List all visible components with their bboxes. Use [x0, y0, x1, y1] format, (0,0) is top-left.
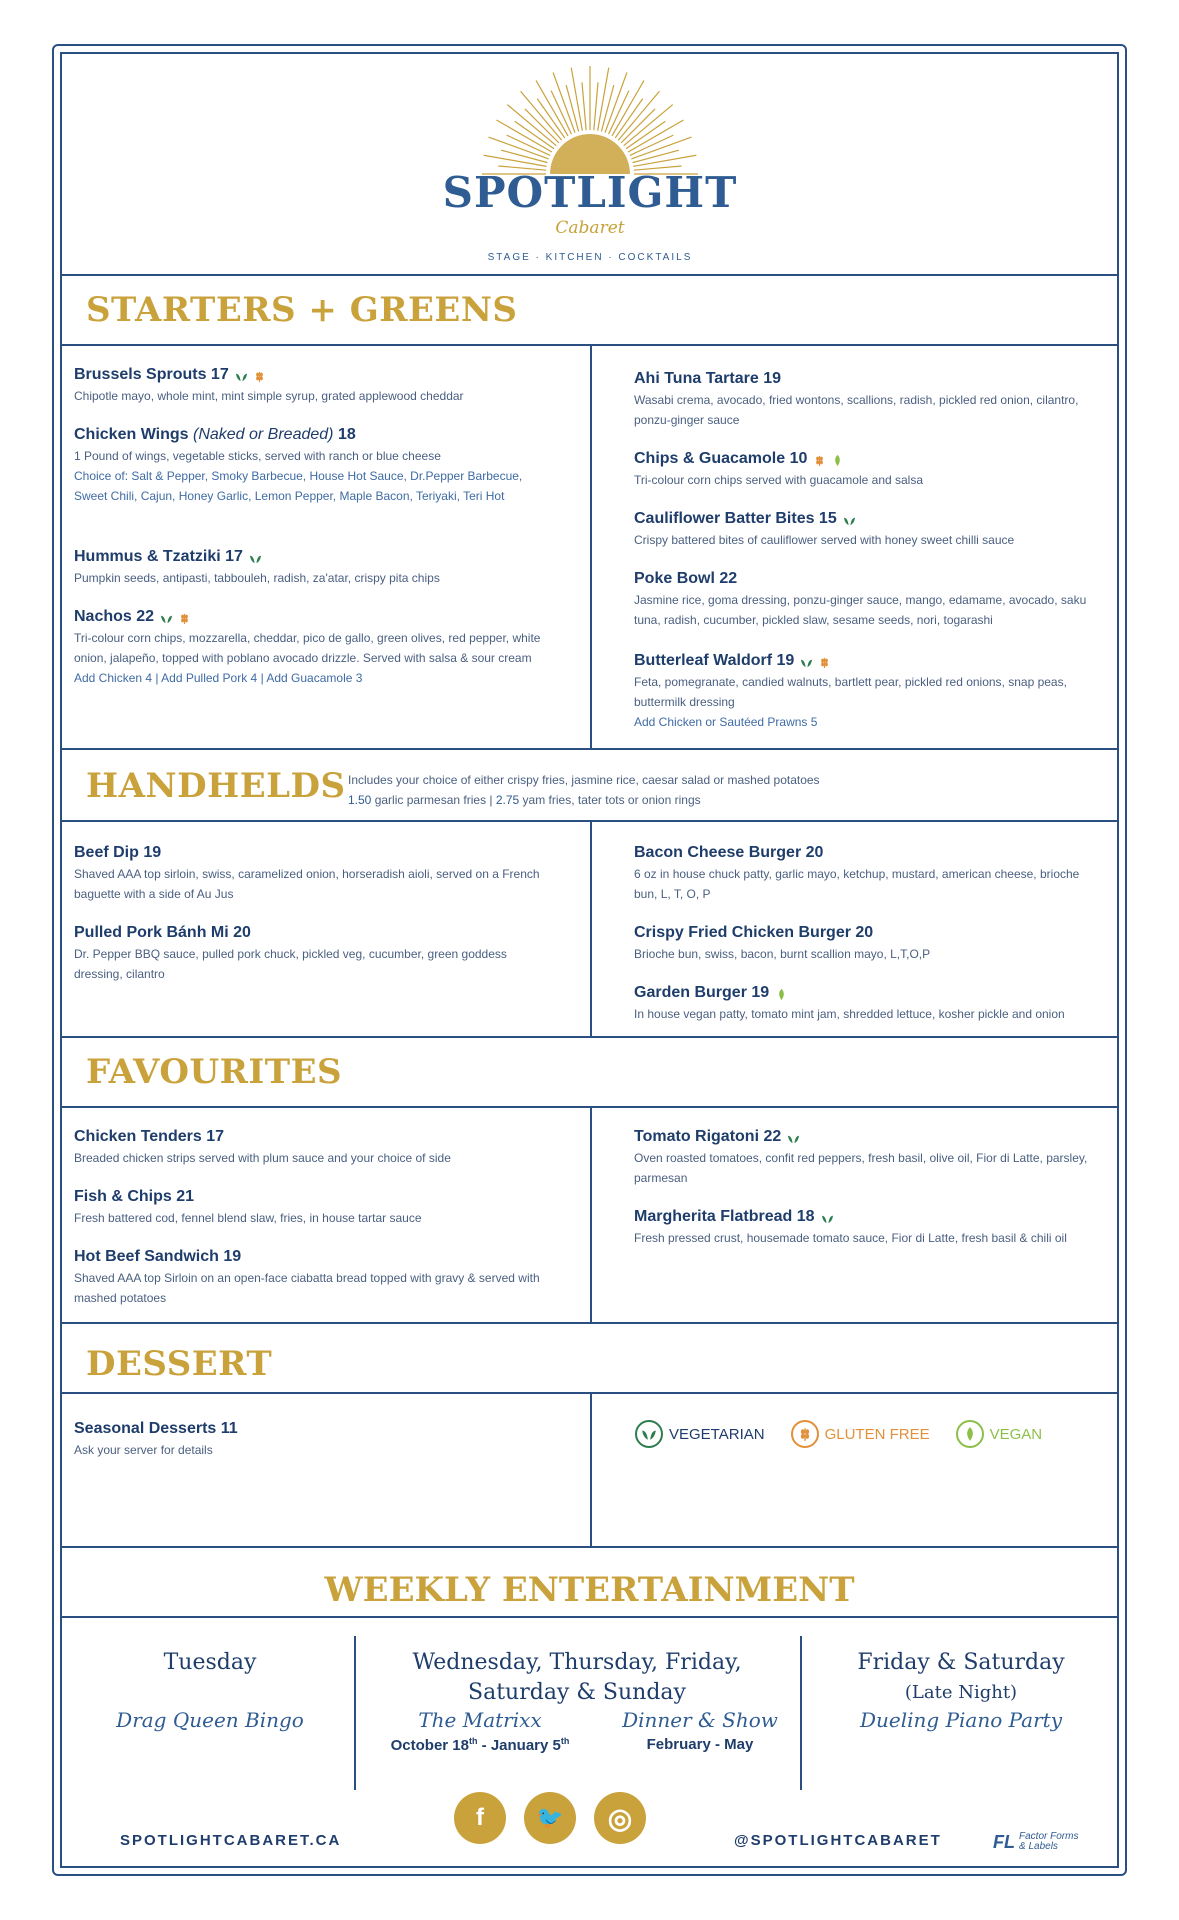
brand-tagline: STAGE · KITCHEN · COCKTAILS	[487, 252, 693, 263]
legend-vegan	[956, 1420, 1043, 1448]
menu-item-hot-beef-sandwich	[74, 1246, 574, 1308]
column-divider	[590, 1106, 592, 1322]
item-description: Jasmine rice, goma dressing, ponzu-ginger sauce, mango, edamame, avocado, saku tuna, radish, cucumber, pickled slaw, sesame seeds, nori, togarashi	[634, 593, 1087, 627]
column-divider	[590, 820, 592, 1036]
ent-day-tuesday: Tuesday	[163, 1650, 257, 1675]
section-title-entertainment: WEEKLY ENTERTAINMENT	[324, 1570, 855, 1610]
handhelds-sides-note: Includes your choice of either crispy fries, jasmine rice, caesar salad or mashed potatoes	[348, 773, 820, 787]
menu-item-brussels-sprouts	[74, 364, 574, 406]
column-divider	[590, 344, 592, 748]
menu-item-margherita-flatbread	[634, 1206, 1104, 1248]
legend-gluten-free	[791, 1420, 930, 1448]
date-sup: th	[469, 1736, 478, 1746]
printer-logo	[993, 1832, 1078, 1852]
printer-mark: FL	[993, 1832, 1015, 1852]
menu-item-fish-chips	[74, 1186, 554, 1228]
item-name: Hummus & Tzatziki 17	[74, 548, 243, 565]
brand-name: SPOTLIGHT	[442, 168, 738, 217]
item-name: Chips & Guacamole 10	[634, 450, 808, 467]
divider	[60, 274, 1119, 276]
section-title-starters: STARTERS + GREENS	[86, 290, 518, 330]
item-name: Chicken Wings	[74, 426, 193, 443]
menu-item-poke-bowl	[634, 568, 1104, 630]
item-name: Cauliflower Batter Bites 15	[634, 510, 837, 527]
item-options: Choice of: Salt & Pepper, Smoky Barbecue, House Hot Sauce, Dr.Pepper Barbecue, Sweet Chili, Cajun, Honey Garlic, Lemon Pepper, Maple Bacon, Teriyaki, Teri Hot	[74, 469, 523, 503]
instagram-icon[interactable]: ◎	[594, 1792, 646, 1844]
ent-dates-dinner: February - May	[646, 1736, 754, 1753]
vegan-icon	[775, 986, 788, 999]
item-description: Fresh battered cod, fennel blend slaw, fries, in house tartar sauce	[74, 1211, 422, 1225]
item-name: Brussels Sprouts 17	[74, 366, 229, 383]
item-name: Crispy Fried Chicken Burger 20	[634, 924, 874, 941]
item-name: Tomato Rigatoni 22	[634, 1128, 782, 1145]
section-title-handhelds: HANDHELDS	[86, 766, 346, 806]
item-name: Ahi Tuna Tartare 19	[634, 370, 781, 387]
ent-dates-matrixx	[370, 1736, 590, 1754]
dietary-legend	[635, 1420, 1042, 1448]
divider	[60, 1036, 1119, 1038]
vegetarian-badge-icon	[635, 1420, 663, 1448]
item-name: Chicken Tenders 17	[74, 1128, 224, 1145]
divider	[60, 1546, 1119, 1548]
menu-item-chicken-wings	[74, 424, 544, 506]
vegetarian-icon	[160, 610, 173, 623]
ent-show-matrixx: The Matrixx	[418, 1708, 542, 1732]
gluten-free-icon	[253, 368, 266, 381]
menu-item-cauliflower-bites	[634, 508, 1104, 550]
section-title-favourites: FAVOURITES	[86, 1052, 343, 1092]
menu-item-crispy-chicken-burger	[634, 922, 1104, 964]
divider	[60, 748, 1119, 750]
item-name: Butterleaf Waldorf 19	[634, 652, 795, 669]
legend-vegetarian	[635, 1420, 765, 1448]
gluten-free-badge-icon	[791, 1420, 819, 1448]
item-name: Pulled Pork Bánh Mi 20	[74, 924, 251, 941]
section-title-dessert: DESSERT	[86, 1344, 273, 1384]
item-name: Fish & Chips 21	[74, 1188, 195, 1205]
menu-item-butterleaf-waldorf	[634, 650, 1104, 732]
item-description: Ask your server for details	[74, 1443, 213, 1457]
item-description: Chipotle mayo, whole mint, mint simple syrup, grated applewood cheddar	[74, 389, 464, 403]
item-description: Shaved AAA top Sirloin on an open-face ciabatta bread topped with gravy & served with mashed potatoes	[74, 1271, 540, 1305]
item-description: Brioche bun, swiss, bacon, burnt scallion mayo, L,T,O,P	[634, 947, 931, 961]
item-description: 6 oz in house chuck patty, garlic mayo, ketchup, mustard, american cheese, brioche bun, L, T, O, P	[634, 867, 1080, 901]
item-name: Seasonal Desserts 11	[74, 1420, 238, 1437]
vegetarian-icon	[235, 368, 248, 381]
item-description: Tri-colour corn chips, mozzarella, cheddar, pico de gallo, green olives, red pepper, white onion, jalapeño, topped with poblano avocado drizzle. Served with salsa & sour cream	[74, 631, 541, 665]
date-sup: th	[560, 1736, 570, 1746]
handhelds-note	[348, 770, 908, 810]
website-link[interactable]: SPOTLIGHTCABARET.CA	[120, 1832, 342, 1849]
vegetarian-icon	[787, 1130, 800, 1143]
printer-line: Factor Forms	[1019, 1831, 1079, 1842]
item-description: Wasabi crema, avocado, fried wontons, scallions, radish, pickled red onion, cilantro, ponzu-ginger sauce	[634, 393, 1079, 427]
ent-show-dinner: Dinner & Show	[622, 1708, 778, 1732]
facebook-icon[interactable]: f	[454, 1792, 506, 1844]
social-handle[interactable]: @SPOTLIGHTCABARET	[734, 1832, 942, 1849]
date-text: October 18	[390, 1737, 469, 1754]
logo	[430, 62, 750, 282]
divider	[60, 1616, 1119, 1618]
item-name: Beef Dip 19	[74, 844, 162, 861]
ent-show-piano: Dueling Piano Party	[859, 1708, 1063, 1732]
menu-item-banh-mi	[74, 922, 554, 984]
ent-days-wed-sun	[360, 1648, 794, 1708]
menu-item-tomato-rigatoni	[634, 1126, 1104, 1188]
twitter-icon[interactable]: 🐦	[524, 1792, 576, 1844]
item-name: Poke Bowl 22	[634, 570, 738, 587]
upgrade-text: garlic parmesan fries |	[371, 793, 496, 807]
vegetarian-icon	[249, 550, 262, 563]
item-description: Breaded chicken strips served with plum sauce and your choice of side	[74, 1151, 451, 1165]
gluten-free-icon	[178, 610, 191, 623]
item-description: Tri-colour corn chips served with guacamole and salsa	[634, 473, 924, 487]
menu-item-chicken-tenders	[74, 1126, 554, 1168]
item-addons: Add Chicken 4 | Add Pulled Pork 4 | Add Guacamole 3	[74, 671, 363, 685]
item-name: Bacon Cheese Burger 20	[634, 844, 824, 861]
ent-day-sub: (Late Night)	[904, 1682, 1018, 1703]
item-description: Oven roasted tomatoes, confit red peppers, fresh basil, olive oil, Fior di Latte, parsley, parmesan	[634, 1151, 1088, 1185]
vegetarian-icon	[821, 1210, 834, 1223]
item-name: Garden Burger 19	[634, 984, 770, 1001]
column-divider	[590, 1392, 592, 1546]
ent-days-fri-sat	[816, 1648, 1106, 1708]
ent-day-line: Wednesday, Thursday, Friday,	[412, 1650, 742, 1675]
vegetarian-icon	[800, 654, 813, 667]
date-text: - January 5	[477, 1737, 561, 1754]
item-addons: Add Chicken or Sautéed Prawns 5	[634, 715, 818, 729]
legend-label: VEGAN	[989, 1425, 1043, 1443]
vegetarian-icon	[843, 512, 856, 525]
legend-label: GLUTEN FREE	[824, 1425, 930, 1443]
legend-label: VEGETARIAN	[669, 1425, 765, 1443]
sunburst-icon	[430, 62, 750, 182]
item-name-italic: (Naked or Breaded)	[192, 426, 334, 443]
menu-item-bacon-cheese-burger	[634, 842, 1104, 904]
upgrade-price: 2.75	[495, 793, 520, 807]
item-description: Crispy battered bites of cauliflower served with honey sweet chilli sauce	[634, 533, 1015, 547]
vegan-badge-icon	[956, 1420, 984, 1448]
item-description: Dr. Pepper BBQ sauce, pulled pork chuck, pickled veg, cucumber, green goddess dressing, cilantro	[74, 947, 507, 981]
divider	[60, 1322, 1119, 1324]
column-divider	[800, 1636, 802, 1790]
item-description: Fresh pressed crust, housemade tomato sauce, Fior di Latte, fresh basil & chili oil	[634, 1231, 1067, 1245]
menu-item-hummus-tzatziki	[74, 546, 574, 588]
menu-item-beef-dip	[74, 842, 554, 904]
item-name: Hot Beef Sandwich 19	[74, 1248, 242, 1265]
ent-day-line: Friday & Saturday	[857, 1650, 1065, 1675]
item-name: Nachos 22	[74, 608, 155, 625]
upgrade-price: 1.50	[348, 793, 372, 807]
item-description: Shaved AAA top sirloin, swiss, caramelized onion, horseradish aioli, served on a French baguette with a side of Au Jus	[74, 867, 540, 901]
upgrade-text: yam fries, tater tots or onion rings	[519, 793, 701, 807]
brand-sub: Cabaret	[555, 218, 625, 238]
item-description: Feta, pomegranate, candied walnuts, bartlett pear, pickled red onions, snap peas, buttermilk dressing	[634, 675, 1067, 709]
item-price: 18	[333, 426, 356, 443]
printer-line: & Labels	[1019, 1841, 1058, 1852]
item-name: Margherita Flatbread 18	[634, 1208, 815, 1225]
gluten-free-icon	[818, 654, 831, 667]
vegan-icon	[831, 452, 844, 465]
ent-day-line: Saturday & Sunday	[468, 1680, 686, 1705]
menu-item-nachos	[74, 606, 554, 688]
column-divider	[354, 1636, 356, 1790]
item-description: In house vegan patty, tomato mint jam, shredded lettuce, kosher pickle and onion	[634, 1007, 1065, 1021]
menu-item-seasonal-desserts	[74, 1418, 574, 1460]
gluten-free-icon	[813, 452, 826, 465]
item-description: Pumpkin seeds, antipasti, tabbouleh, radish, za'atar, crispy pita chips	[74, 571, 440, 585]
item-description: 1 Pound of wings, vegetable sticks, served with ranch or blue cheese	[74, 449, 441, 463]
menu-item-chips-guacamole	[634, 448, 1104, 490]
ent-show-bingo: Drag Queen Bingo	[116, 1708, 304, 1732]
menu-item-ahi-tuna	[634, 368, 1104, 430]
menu-item-garden-burger	[634, 982, 1104, 1024]
